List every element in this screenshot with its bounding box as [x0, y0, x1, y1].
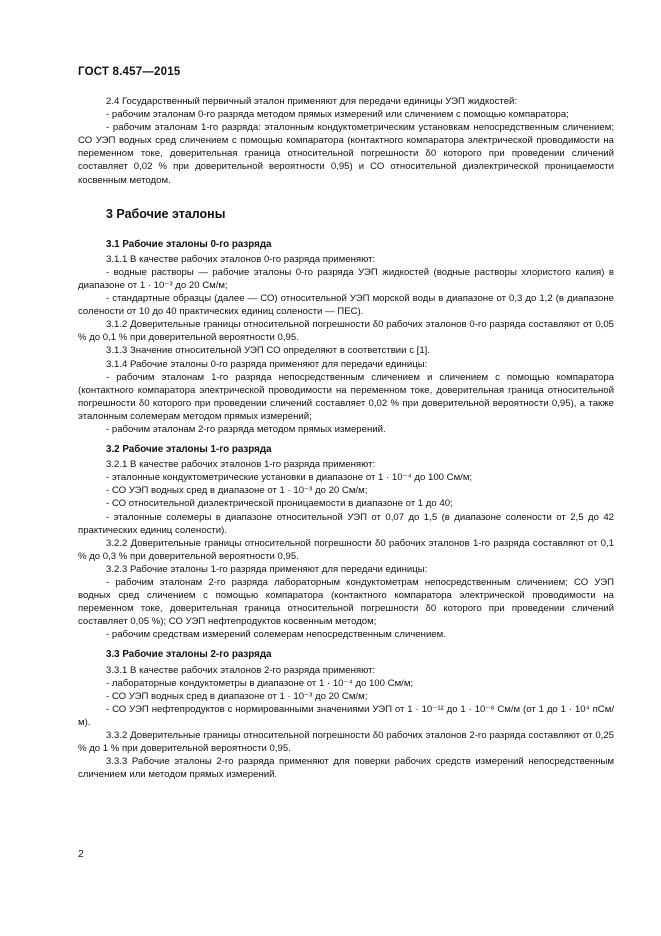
paragraph-3-1-4: 3.1.4 Рабочие эталоны 0-го разряда применяют для передачи единицы:	[106, 358, 428, 370]
subsection-3-3-title: 3.3 Рабочие эталоны 2-го разряда	[106, 649, 272, 661]
paragraph-3-2-1: 3.2.1 В качестве рабочих эталонов 1-го разряда применяют:	[106, 459, 376, 471]
list-item: - СО УЭП нефтепродуктов с нормированными значениями УЭП от 1 · 10⁻¹² до 1 · 10⁻⁸ См/м (от 1 до 1 · 10⁴ пСм/м).	[78, 703, 614, 728]
list-item: - СО УЭП водных сред в диапазоне от 1 · 10⁻³ до 20 См/м;	[106, 690, 368, 702]
document-header: ГОСТ 8.457—2015	[78, 66, 181, 78]
document-body	[78, 95, 614, 781]
list-item: - рабочим эталонам 1-го разряда непосредственным сличением и сличением с помощью компаратора (контактного компаратора электрической проводимости на переменном токе, доверительная граница относительной погрешности δ0 которого при проведении сличений составляет 0,02 % при доверительной вероятности 0,95), а также эталонным солемерам методом прямых измерений;	[78, 371, 614, 422]
paragraph-3-3-1: 3.3.1 В качестве рабочих эталонов 2-го разряда применяют:	[106, 664, 376, 676]
list-item: - рабочим эталонам 2-го разряда методом прямых измерений.	[106, 423, 386, 435]
list-item: - СО относительной диэлектрической проницаемости в диапазоне от 1 до 40;	[106, 498, 453, 510]
paragraph-3-3-3: 3.3.3 Рабочие эталоны 2-го разряда применяют для поверки рабочих средств измерений непосредственным сличением или методом прямых измерений.	[78, 756, 614, 781]
paragraph-3-1-1: 3.1.1 В качестве рабочих эталонов 0-го разряда применяют:	[106, 253, 376, 265]
paragraph-3-2-2: 3.2.2 Доверительные границы относительной погрешности δ0 рабочих эталонов 1-го разряда составляют от 0,1 % до 0,3 % при доверительной вероятности 0,95.	[78, 537, 614, 562]
paragraph-3-2-3: 3.2.3 Рабочие эталоны 1-го разряда применяют для передачи единицы:	[106, 563, 428, 575]
list-item: - стандартные образцы (далее — СО) относительной УЭП морской воды в диапазоне от 0,3 до 1,2 (в диапазоне солености от 10 до 40 практических единиц солености — ПЕС).	[78, 293, 614, 318]
list-item: - СО УЭП водных сред в диапазоне от 1 · 10⁻³ до 20 См/м;	[106, 485, 368, 497]
subsection-3-2-title: 3.2 Рабочие эталоны 1-го разряда	[106, 444, 272, 456]
paragraph-2-4: 2.4 Государственный первичный эталон применяют для передачи единицы УЭП жидкостей:	[106, 96, 518, 107]
list-item: - рабочим эталонам 1-го разряда: эталонным кондуктометрическим установкам непосредственным сличением; СО УЭП водных сред сличением с помощью компаратора (контактного компаратора электрической проводимости на переменном токе, доверительная граница относительной погрешности δ0 которого при проведении сличений составляет 0,02 % при доверительной вероятности 0,95) и СО относительной диэлектрической проницаемости косвенным методом.	[78, 122, 614, 186]
list-item: - водные растворы — рабочие эталоны 0-го разряда УЭП жидкостей (водные растворы хлористого калия) в диапазоне от 1 · 10⁻³ до 20 См/м;	[78, 266, 614, 291]
paragraph-3-3-2: 3.3.2 Доверительные границы относительной погрешности δ0 рабочих эталонов 2-го разряда составляют от 0,25 % до 1 % при доверительной вероятности 0,95.	[78, 730, 614, 755]
paragraph-3-1-2: 3.1.2 Доверительные границы относительной погрешности δ0 рабочих эталонов 0-го разряда составляют от 0,05 % до 0,1 % при доверительной вероятности 0,95.	[78, 319, 614, 344]
list-item: - лабораторные кондуктометры в диапазоне от 1 · 10⁻⁴ до 100 См/м;	[106, 677, 414, 689]
subsection-3-1-title: 3.1 Рабочие эталоны 0-го разряда	[106, 238, 272, 250]
section-3-title: 3 Рабочие эталоны	[106, 206, 226, 221]
list-item: - рабочим средствам измерений солемерам непосредственным сличением.	[106, 629, 446, 641]
paragraph-3-1-3: 3.1.3 Значение относительной УЭП СО определяют в соответствии с [1].	[106, 345, 430, 357]
page-number: 2	[78, 849, 84, 860]
list-item: - рабочим эталонам 0-го разряда методом прямых измерений или сличением с помощью компаратора;	[106, 109, 569, 121]
list-item: - эталонные солемеры в диапазоне относительной УЭП от 0,07 до 1,5 (в диапазоне солености от 2,5 до 42 практических единиц солености).	[78, 511, 614, 536]
list-item: - эталонные кондуктометрические установки в диапазоне от 1 · 10⁻⁴ до 100 См/м;	[106, 472, 473, 484]
list-item: - рабочим эталонам 2-го разряда лабораторным кондуктометрам непосредственным сличением; СО УЭП водных сред сличением с помощью компаратора (контактного компаратора электрической проводимости на переменном токе, доверительная граница относительной погрешности δ0 которого при проведении сличений составляет 0,05 %); СО УЭП нефтепродуктов косвенным методом;	[78, 577, 614, 628]
